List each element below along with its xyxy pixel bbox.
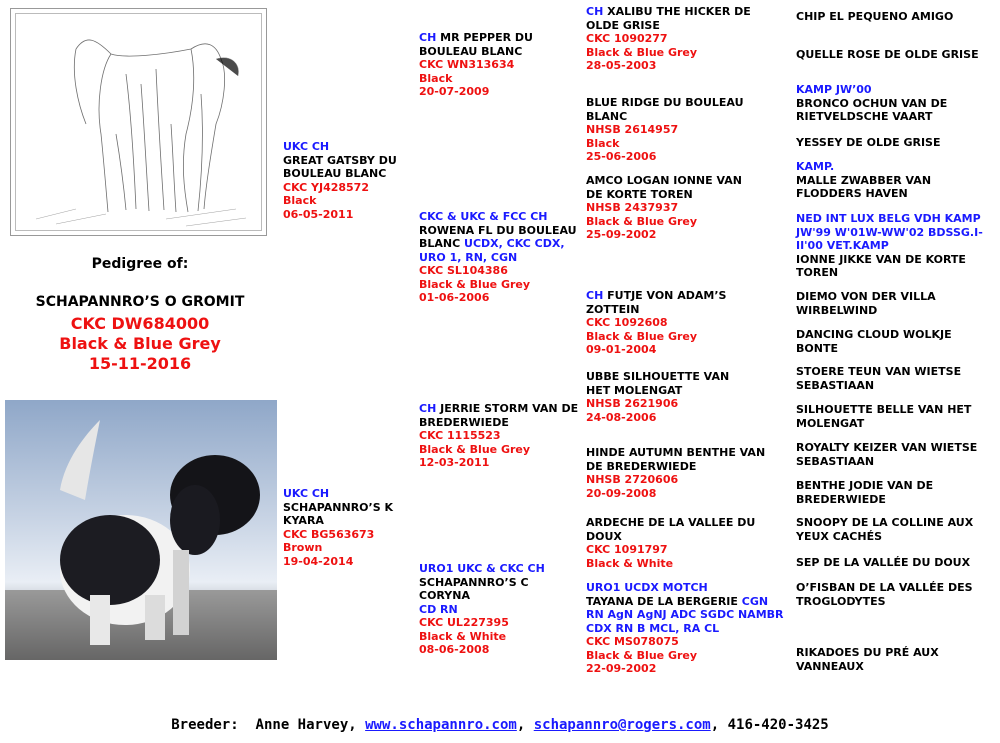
- grandparent-block: [419, 210, 579, 305]
- grandparent-block: [419, 402, 579, 470]
- grandparent-registration: CKC UL227395: [419, 616, 509, 629]
- great-grandparent-name: FUTJE VON ADAM’S ZOTTEIN: [586, 289, 727, 316]
- great-grandparent-registration: CKC MS078075: [586, 635, 679, 648]
- great-grandparent-titles: CH: [586, 5, 604, 18]
- ancestor-name: SEP DE LA VALLÉE DU DOUX: [796, 556, 971, 569]
- grandparent-color: Black: [419, 71, 453, 85]
- ancestor-entry: [796, 212, 996, 280]
- grandparent-titles-suffix: CD RN: [419, 602, 458, 616]
- grandparent-color: Black & Blue Grey: [419, 277, 531, 291]
- ancestor-entry: [796, 441, 996, 468]
- sire-block: [283, 140, 408, 221]
- grandparent-birthdate: 20-07-2009: [419, 85, 490, 98]
- ancestor-name: DIEMO VON DER VILLA WIRBELWIND: [796, 290, 936, 317]
- great-grandparent-birthdate: 25-06-2006: [586, 150, 657, 163]
- great-grandparent-registration: NHSB 2437937: [586, 201, 679, 214]
- ancestor-name: IONNE JIKKE VAN DE KORTE TOREN: [796, 252, 966, 279]
- great-grandparent-block: [586, 446, 781, 500]
- grandparent-birthdate: 01-06-2006: [419, 291, 490, 304]
- great-grandparent-name-line: [586, 595, 786, 636]
- ancestor-entry: [796, 479, 996, 506]
- grandparent-name-line: [419, 224, 579, 265]
- dam-block: [283, 487, 408, 568]
- great-grandparent-birthdate: 25-09-2002: [586, 228, 657, 241]
- ancestor-entry: [796, 10, 996, 24]
- ancestor-name: QUELLE ROSE DE OLDE GRISE: [796, 48, 979, 61]
- great-grandparent-registration: NHSB 2614957: [586, 123, 679, 136]
- great-grandparent-name: AMCO LOGAN IONNE VAN DE KORTE TOREN: [586, 174, 742, 201]
- grandparent-registration: CKC 1115523: [419, 429, 501, 442]
- grandparent-name: ROWENA FL DU BOULEAU BLANC: [419, 223, 577, 250]
- great-grandparent-registration: CKC 1091797: [586, 543, 668, 556]
- sire-name: GREAT GATSBY DU BOULEAU BLANC: [283, 153, 397, 180]
- grandparent-birthdate: 08-06-2008: [419, 643, 490, 656]
- great-grandparent-color: Black & White: [586, 556, 674, 570]
- sire-titles: UKC CH: [283, 140, 330, 153]
- subject-registration: CKC DW684000: [70, 314, 210, 333]
- ancestor-name: MALLE ZWABBER VAN FLODDERS HAVEN: [796, 173, 932, 200]
- ancestor-entry: [796, 48, 996, 62]
- grandparent-titles: CH: [419, 402, 437, 415]
- ancestor-name: YESSEY DE OLDE GRISE: [796, 136, 941, 149]
- great-grandparent-registration: NHSB 2621906: [586, 397, 679, 410]
- grandparent-name-line: [419, 31, 579, 58]
- great-grandparent-registration: NHSB 2720606: [586, 473, 679, 486]
- ancestor-name: BRONCO OCHUN VAN DE RIETVELDSCHE VAART: [796, 96, 948, 123]
- great-grandparent-name-line: [586, 5, 781, 32]
- great-grandparent-titles: URO1 UCDX MOTCH: [586, 581, 708, 594]
- ancestor-entry: [796, 556, 996, 570]
- great-grandparent-block: [586, 289, 781, 357]
- great-grandparent-color: Black & Blue Grey: [586, 214, 698, 228]
- great-grandparent-titles-suffix: CGN RN AgN AgNJ ADC SGDC NAMBR CDX RN B MCL, RA CL: [586, 594, 784, 635]
- subject-color: Black & Blue Grey: [59, 334, 221, 353]
- ancestor-entry: [796, 160, 996, 201]
- ancestor-name: SILHOUETTE BELLE VAN HET MOLENGAT: [796, 403, 972, 430]
- great-grandparent-color: Black & Blue Grey: [586, 329, 698, 343]
- dam-registration: CKC BG563673: [283, 527, 375, 541]
- grandparent-registration: CKC SL104386: [419, 264, 508, 277]
- great-grandparent-color: Black & Blue Grey: [586, 648, 698, 662]
- subject-name: SCHAPANNRO’S O GROMIT: [35, 294, 245, 310]
- great-grandparent-name: BLUE RIDGE DU BOULEAU BLANC: [586, 96, 744, 123]
- dam-birthdate: 19-04-2014: [283, 554, 354, 568]
- ancestor-name: DANCING CLOUD WOLKJE BONTE: [796, 328, 952, 355]
- dog-sketch-image: [10, 8, 267, 236]
- great-grandparent-block: [586, 5, 781, 73]
- breeder-footer: [0, 719, 1000, 733]
- grandparent-name: SCHAPANNRO’S C CORYNA: [419, 575, 529, 602]
- grandparent-name: JERRIE STORM VAN DE BREDERWIEDE: [419, 402, 579, 429]
- ancestor-entry: [796, 136, 996, 150]
- ancestor-name: ROYALTY KEIZER VAN WIETSE SEBASTIAAN: [796, 441, 978, 468]
- great-grandparent-registration: CKC 1092608: [586, 316, 668, 329]
- great-grandparent-name: XALIBU THE HICKER DE OLDE GRISE: [586, 5, 751, 32]
- great-grandparent-name-line: [586, 289, 781, 316]
- puppy-photo-drawing: [5, 400, 277, 660]
- grandparent-block: [419, 31, 579, 99]
- ancestor-entry: [796, 403, 996, 430]
- footer-separator: ,: [516, 717, 526, 733]
- great-grandparent-color: Black: [586, 136, 620, 150]
- ancestor-name: RIKADOES DU PRÉ AUX VANNEAUX: [796, 646, 939, 673]
- grandparent-titles: CH: [419, 31, 437, 44]
- grandparent-titles: CKC & UKC & FCC CH: [419, 210, 548, 223]
- ancestor-name: CHIP EL PEQUENO AMIGO: [796, 10, 954, 23]
- sire-birthdate: 06-05-2011: [283, 207, 354, 221]
- ancestor-titles: NED INT LUX BELG VDH KAMP JW'99 W'01W-WW'02 BDSSG.I-II'00 VET.KAMP: [796, 212, 983, 252]
- breeder-name: Anne Harvey,: [255, 717, 357, 733]
- grandparent-color: Black & White: [419, 629, 507, 643]
- grandparent-registration: CKC WN313634: [419, 58, 515, 71]
- ancestor-name: STOERE TEUN VAN WIETSE SEBASTIAAN: [796, 365, 962, 392]
- ancestor-entry: [796, 328, 996, 355]
- great-grandparent-name: ARDECHE DE LA VALLEE DU DOUX: [586, 516, 756, 543]
- sketch-drawing: [16, 14, 263, 232]
- great-grandparent-titles: CH: [586, 289, 604, 302]
- website-link[interactable]: www.schapannro.com: [365, 717, 517, 733]
- great-grandparent-birthdate: 09-01-2004: [586, 343, 657, 356]
- dam-color: Brown: [283, 541, 323, 554]
- great-grandparent-name: TAYANA DE LA BERGERIE: [586, 594, 738, 608]
- breeder-label: Breeder:: [171, 717, 239, 733]
- ancestor-entry: [796, 581, 996, 608]
- ancestor-name: BENTHE JODIE VAN DE BREDERWIEDE: [796, 479, 934, 506]
- great-grandparent-birthdate: 24-08-2006: [586, 410, 657, 424]
- pedigree-title: Pedigree of:: [91, 256, 189, 272]
- grandparent-titles: URO1 UKC & CKC CH: [419, 562, 545, 575]
- grandparent-birthdate: 12-03-2011: [419, 456, 490, 469]
- ancestor-entry: [796, 646, 996, 673]
- ancestor-entry: [796, 516, 996, 543]
- ancestor-titles: KAMP.: [796, 160, 835, 173]
- great-grandparent-registration: CKC 1090277: [586, 32, 668, 45]
- grandparent-name: MR PEPPER DU BOULEAU BLANC: [419, 31, 533, 58]
- sire-registration: CKC YJ428572: [283, 180, 369, 194]
- grandparent-titles-suffix: UCDX, CKC CDX, URO 1, RN, CGN: [419, 237, 565, 264]
- dog-puppy-photo: [5, 400, 277, 660]
- great-grandparent-name: UBBE SILHOUETTE VAN HET MOLENGAT: [586, 370, 730, 397]
- dam-titles: UKC CH: [283, 487, 330, 500]
- great-grandparent-block: [586, 96, 781, 164]
- great-grandparent-block: [586, 370, 756, 424]
- great-grandparent-birthdate: 28-05-2003: [586, 59, 657, 72]
- dam-name: SCHAPANNRO’S K KYARA: [283, 500, 393, 527]
- ancestor-name: O’FISBAN DE LA VALLÉE DES TROGLODYTES: [796, 581, 973, 608]
- phone-number: , 416-420-3425: [710, 717, 829, 733]
- great-grandparent-block: [586, 516, 786, 570]
- great-grandparent-birthdate: 20-09-2008: [586, 486, 657, 500]
- great-grandparent-block: [586, 174, 756, 242]
- ancestor-entry: [796, 290, 996, 317]
- email-link[interactable]: schapannro@rogers.com: [533, 717, 711, 733]
- great-grandparent-color: Black & Blue Grey: [586, 45, 698, 59]
- great-grandparent-birthdate: 22-09-2002: [586, 662, 657, 675]
- grandparent-color: Black & Blue Grey: [419, 442, 531, 456]
- subject-birthdate: 15-11-2016: [88, 354, 192, 373]
- grandparent-name-line: [419, 402, 579, 429]
- sire-color: Black: [283, 194, 317, 207]
- ancestor-name: SNOOPY DE LA COLLINE AUX YEUX CACHÉS: [796, 516, 974, 543]
- great-grandparent-name: HINDE AUTUMN BENTHE VAN DE BREDERWIEDE: [586, 446, 766, 473]
- ancestor-titles: KAMP JW’00: [796, 83, 872, 96]
- ancestor-entry: [796, 83, 996, 124]
- great-grandparent-block: [586, 581, 786, 676]
- ancestor-entry: [796, 365, 996, 392]
- grandparent-block: [419, 562, 579, 657]
